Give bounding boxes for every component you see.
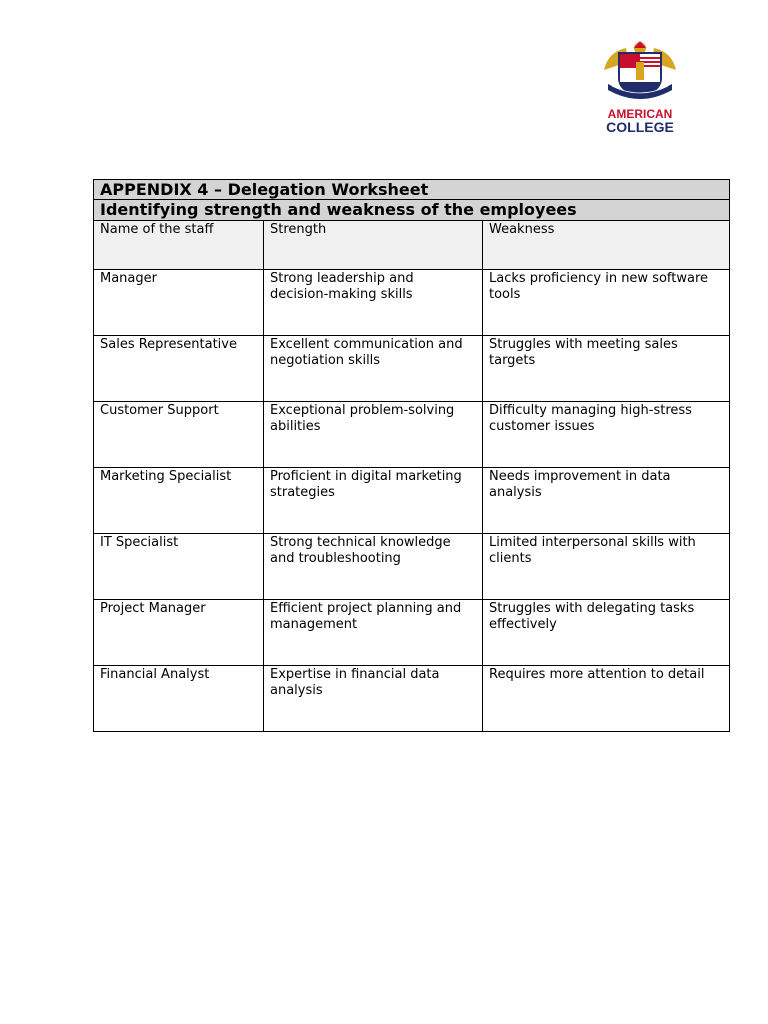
logo-text-american: AMERICAN <box>607 107 673 121</box>
table-row <box>94 402 730 468</box>
staff-name-cell: IT Specialist <box>94 534 264 600</box>
staff-name-cell: Sales Representative <box>94 336 264 402</box>
table-row <box>94 468 730 534</box>
staff-name-cell: Manager <box>94 270 264 336</box>
table-header-row <box>94 221 730 270</box>
weakness-cell: Struggles with delegating tasks effectively <box>483 600 730 666</box>
strength-cell: Excellent communication and negotiation skills <box>264 336 483 402</box>
table-subtitle: Identifying strength and weakness of the employees <box>94 200 730 221</box>
strength-cell: Exceptional problem-solving abilities <box>264 402 483 468</box>
delegation-worksheet-table <box>93 179 730 732</box>
weakness-cell: Struggles with meeting sales targets <box>483 336 730 402</box>
column-header-strength: Strength <box>264 221 483 270</box>
college-crest-icon <box>598 40 682 106</box>
strength-cell: Proficient in digital marketing strategies <box>264 468 483 534</box>
strength-cell: Expertise in financial data analysis <box>264 666 483 732</box>
table-title-row <box>94 180 730 200</box>
strength-cell: Strong technical knowledge and troubleshooting <box>264 534 483 600</box>
table-row <box>94 270 730 336</box>
strength-cell: Efficient project planning and management <box>264 600 483 666</box>
table-row <box>94 666 730 732</box>
american-college-logo <box>598 40 682 136</box>
table-title: APPENDIX 4 – Delegation Worksheet <box>94 180 730 200</box>
column-header-weakness: Weakness <box>483 221 730 270</box>
staff-name-cell: Customer Support <box>94 402 264 468</box>
logo-text-college: COLLEGE <box>606 119 674 135</box>
weakness-cell: Difficulty managing high-stress customer issues <box>483 402 730 468</box>
weakness-cell: Requires more attention to detail <box>483 666 730 732</box>
weakness-cell: Limited interpersonal skills with clients <box>483 534 730 600</box>
table-row <box>94 600 730 666</box>
column-header-name: Name of the staff <box>94 221 264 270</box>
staff-name-cell: Financial Analyst <box>94 666 264 732</box>
table-row <box>94 534 730 600</box>
strength-cell: Strong leadership and decision-making skills <box>264 270 483 336</box>
staff-name-cell: Marketing Specialist <box>94 468 264 534</box>
staff-name-cell: Project Manager <box>94 600 264 666</box>
weakness-cell: Lacks proficiency in new software tools <box>483 270 730 336</box>
table-row <box>94 336 730 402</box>
table-subtitle-row <box>94 200 730 221</box>
weakness-cell: Needs improvement in data analysis <box>483 468 730 534</box>
